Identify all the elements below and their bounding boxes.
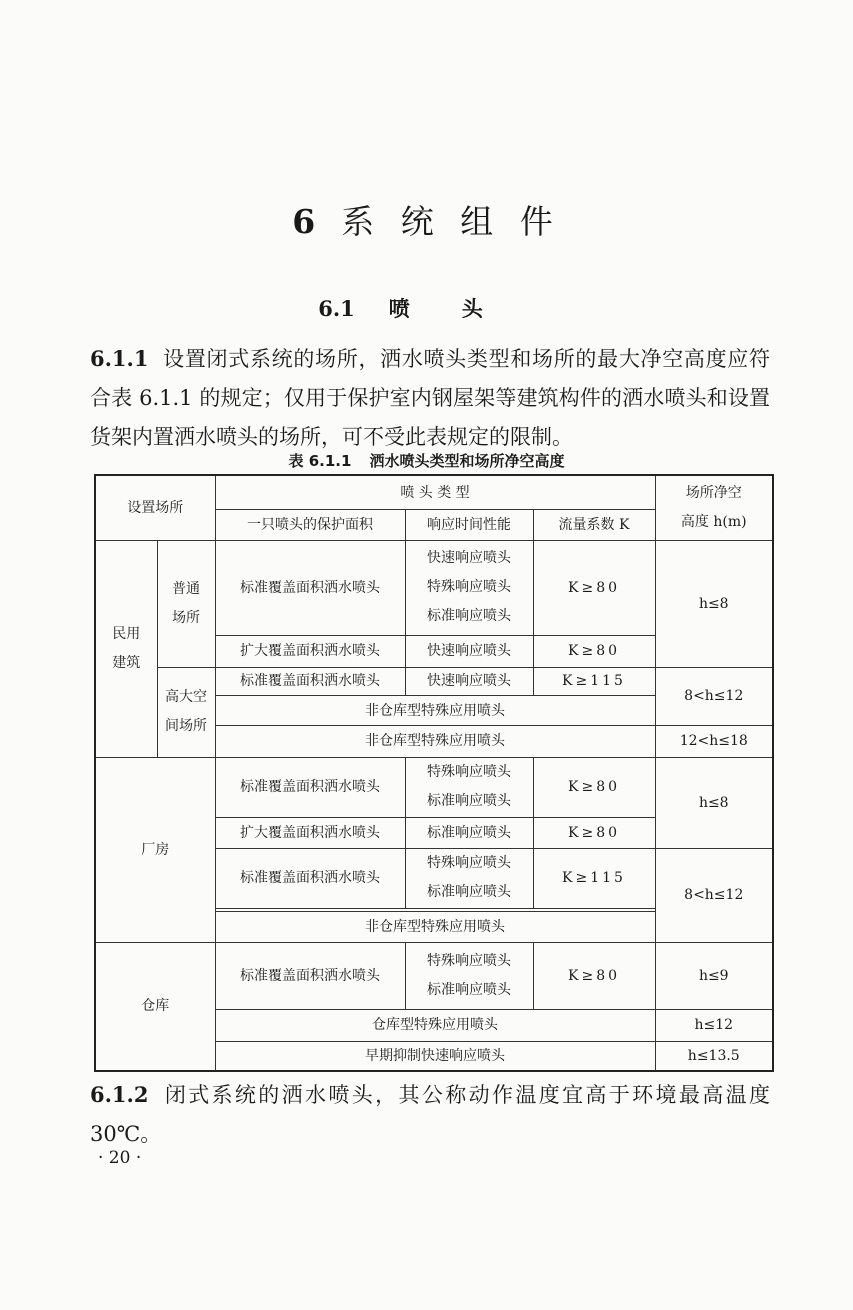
sprinkler-spec-table: [94, 474, 774, 1072]
table-cell: 快速响应喷头: [405, 667, 533, 696]
cell-warehouse: 仓库: [95, 942, 215, 1071]
table-cell: 早期抑制快速响应喷头: [215, 1041, 655, 1071]
table-cell: h≤8: [655, 540, 773, 667]
table-cell: 12<h≤18: [655, 725, 773, 757]
clause-text: 闭式系统的洒水喷头，其公称动作温度宜高于环境最高温度 30℃。: [90, 1083, 770, 1146]
cell-large-space: 高大空 间场所: [157, 667, 215, 757]
table-cell: 非仓库型特殊应用喷头: [215, 911, 655, 942]
table-cell: 仓库型特殊应用喷头: [215, 1010, 655, 1042]
table-cell: K≥80: [533, 757, 655, 817]
header-place: 设置场所: [95, 475, 215, 540]
header-response: 响应时间性能: [405, 510, 533, 541]
table-cell: 非仓库型特殊应用喷头: [215, 696, 655, 726]
table-row: [95, 540, 773, 635]
header-height: 场所净空 高度 h(m): [655, 475, 773, 540]
cell-civil-building: 民用 建筑: [95, 540, 157, 757]
clause-number: 6.1.1: [90, 346, 149, 371]
table-cell: K≥80: [533, 942, 655, 1009]
section-title: 喷头: [388, 296, 535, 321]
section-number: 6.1: [318, 296, 355, 321]
table-cell: h≤8: [655, 757, 773, 848]
table-row: [95, 475, 773, 510]
table-row: [95, 757, 773, 817]
table-cell: 快速响应喷头 特殊响应喷头 标准响应喷头: [405, 540, 533, 635]
table-cell: 标准覆盖面积洒水喷头: [215, 667, 405, 696]
clause-text: 设置闭式系统的场所，洒水喷头类型和场所的最大净空高度应符合表 6.1.1 的规定；仅用于保护室内钢屋架等建筑构件的洒水喷头和设置货架内置洒水喷头的场所，可不受此表规定的限制。: [90, 347, 770, 449]
table-cell: h≤13.5: [655, 1041, 773, 1071]
table-caption: [0, 450, 853, 471]
header-k-factor: 流量系数 K: [533, 510, 655, 541]
chapter-number: 6: [292, 202, 316, 241]
table-cell: 扩大覆盖面积洒水喷头: [215, 635, 405, 667]
clause-6-1-2: [90, 1075, 770, 1154]
table-cell: K≥80: [533, 635, 655, 667]
table-cell: h≤9: [655, 942, 773, 1009]
chapter-heading: [0, 196, 853, 243]
table-row: [95, 667, 773, 696]
table-cell: 扩大覆盖面积洒水喷头: [215, 817, 405, 848]
table-cell: 特殊响应喷头 标准响应喷头: [405, 757, 533, 817]
table-cell: 非仓库型特殊应用喷头: [215, 725, 655, 757]
table-cell: 特殊响应喷头 标准响应喷头: [405, 848, 533, 908]
table-cell: K≥115: [533, 667, 655, 696]
table-cell: 标准覆盖面积洒水喷头: [215, 942, 405, 1009]
table-number: 表 6.1.1: [288, 452, 352, 470]
table-cell: 标准响应喷头: [405, 817, 533, 848]
table-cell: K≥80: [533, 817, 655, 848]
cell-normal-place: 普通 场所: [157, 540, 215, 667]
cell-factory: 厂房: [95, 757, 215, 942]
table-cell: 标准覆盖面积洒水喷头: [215, 757, 405, 817]
table-cell: 快速响应喷头: [405, 635, 533, 667]
clause-6-1-1: [90, 339, 770, 457]
table-title: 洒水喷头类型和场所净空高度: [369, 452, 565, 470]
table-cell: K≥80: [533, 540, 655, 635]
table-cell: 标准覆盖面积洒水喷头: [215, 540, 405, 635]
table-cell: h≤12: [655, 1010, 773, 1042]
table-cell: 8<h≤12: [655, 848, 773, 942]
table-cell: K≥115: [533, 848, 655, 908]
section-heading: [0, 293, 853, 323]
chapter-title: 系 统 组 件: [341, 202, 561, 241]
table-cell: 标准覆盖面积洒水喷头: [215, 848, 405, 908]
header-sprinkler-type: 喷 头 类 型: [215, 475, 655, 510]
table-cell: 8<h≤12: [655, 667, 773, 725]
clause-number: 6.1.2: [90, 1082, 149, 1107]
table-cell: 特殊响应喷头 标准响应喷头: [405, 942, 533, 1009]
table-row: [95, 942, 773, 1009]
header-coverage: 一只喷头的保护面积: [215, 510, 405, 541]
page-number: · 20 ·: [98, 1148, 142, 1168]
